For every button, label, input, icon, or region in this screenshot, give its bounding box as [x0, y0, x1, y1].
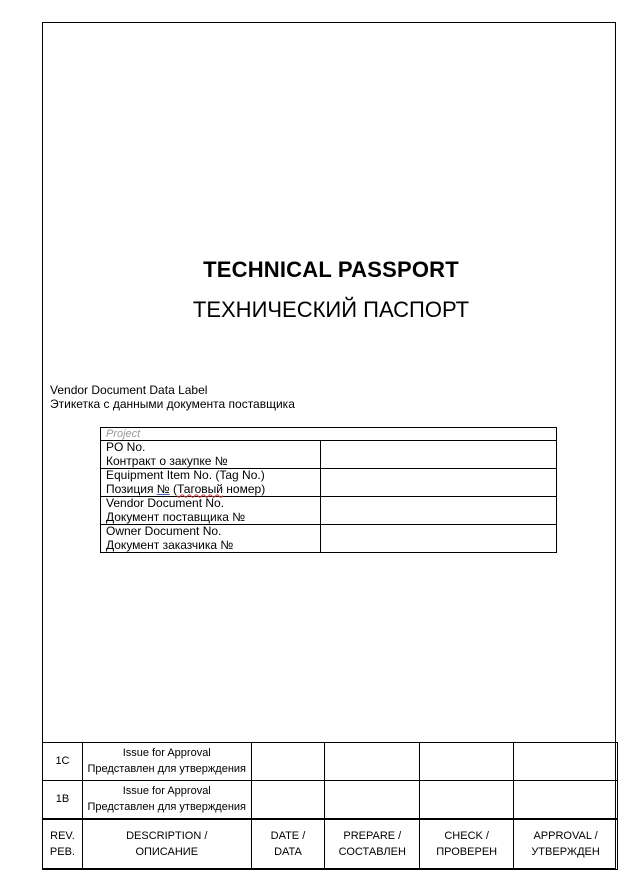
title-english: TECHNICAL PASSPORT	[203, 257, 459, 282]
header-description	[82, 819, 251, 870]
revision-check[interactable]	[420, 780, 514, 818]
table-row	[101, 469, 557, 497]
tag-ru-suffix: номер)	[222, 481, 266, 496]
header-check	[420, 819, 514, 870]
revision-description-ru: Представлен для утверждения	[87, 801, 246, 814]
po-number-label	[101, 441, 321, 469]
owner-doc-label-en: Owner Document No.	[106, 524, 222, 538]
owner-doc-label	[101, 525, 321, 553]
revision-approval[interactable]	[514, 743, 618, 781]
header-approval-ru: УТВЕРЖДЕН	[531, 846, 600, 859]
owner-doc-label-ru: Документ заказчика №	[106, 537, 234, 552]
revision-header-row	[43, 819, 618, 870]
revision-approval[interactable]	[514, 780, 618, 818]
header-rev	[43, 819, 83, 870]
tag-ru-prefix: Позиция	[106, 481, 157, 496]
vendor-doc-label	[101, 497, 321, 525]
header-check-ru: ПРОВЕРЕН	[436, 846, 498, 859]
revision-description-en: Issue for Approval	[122, 747, 211, 760]
header-date	[251, 819, 325, 870]
header-approval	[514, 819, 618, 870]
title-russian: ТЕХНИЧЕСКИЙ ПАСПОРТ	[192, 297, 470, 322]
header-prepare	[325, 819, 420, 870]
revision-table	[42, 742, 618, 870]
tag-ru-number-sign: №	[156, 481, 170, 496]
revision-check[interactable]	[420, 743, 514, 781]
vendor-doc-value[interactable]	[321, 497, 557, 525]
header-check-en: CHECK /	[444, 830, 489, 843]
po-number-value[interactable]	[321, 441, 557, 469]
data-label-en: Vendor Document Data Label	[50, 383, 208, 397]
tag-number-value[interactable]	[321, 469, 557, 497]
data-label-heading	[50, 383, 295, 411]
owner-doc-value[interactable]	[321, 525, 557, 553]
revision-prepare[interactable]	[325, 743, 420, 781]
revision-code: 1B	[43, 780, 83, 818]
table-row	[43, 743, 618, 781]
header-approval-en: APPROVAL /	[533, 830, 598, 843]
tag-ru-gap: (	[169, 481, 177, 496]
header-date-en: DATE /	[270, 830, 306, 843]
revision-prepare[interactable]	[325, 780, 420, 818]
po-number-label-en: PO No.	[106, 440, 146, 454]
revision-description	[82, 743, 251, 781]
data-label-ru: Этикетка с данными документа поставщика	[50, 397, 295, 411]
header-date-ru: DATA	[274, 846, 302, 859]
header-description-ru: ОПИСАНИЕ	[135, 846, 199, 859]
revision-code: 1C	[43, 743, 83, 781]
vendor-doc-label-ru: Документ поставщика №	[106, 509, 246, 524]
po-number-label-ru: Контракт о закупке №	[106, 453, 228, 468]
tag-number-label	[101, 469, 321, 497]
header-rev-en: REV.	[50, 830, 75, 843]
revision-description-ru: Представлен для утверждения	[87, 763, 246, 776]
revision-date[interactable]	[251, 743, 325, 781]
table-row	[43, 780, 618, 818]
header-prepare-en: PREPARE /	[343, 830, 402, 843]
header-rev-ru: РЕВ.	[49, 846, 75, 859]
tag-number-label-ru	[106, 483, 320, 497]
vendor-data-table	[100, 427, 557, 553]
project-field[interactable]: Project	[101, 428, 557, 441]
tag-number-label-en: Equipment Item No. (Tag No.)	[106, 468, 265, 482]
table-row	[101, 525, 557, 553]
header-description-en: DESCRIPTION /	[126, 830, 208, 843]
revision-description	[82, 780, 251, 818]
revision-description-en: Issue for Approval	[122, 785, 211, 798]
tag-ru-spellcheck-word: Таговый	[177, 481, 223, 496]
vendor-doc-label-en: Vendor Document No.	[106, 496, 225, 510]
table-row	[101, 441, 557, 469]
header-prepare-ru: СОСТАВЛЕН	[338, 846, 406, 859]
revision-date[interactable]	[251, 780, 325, 818]
table-row	[101, 497, 557, 525]
